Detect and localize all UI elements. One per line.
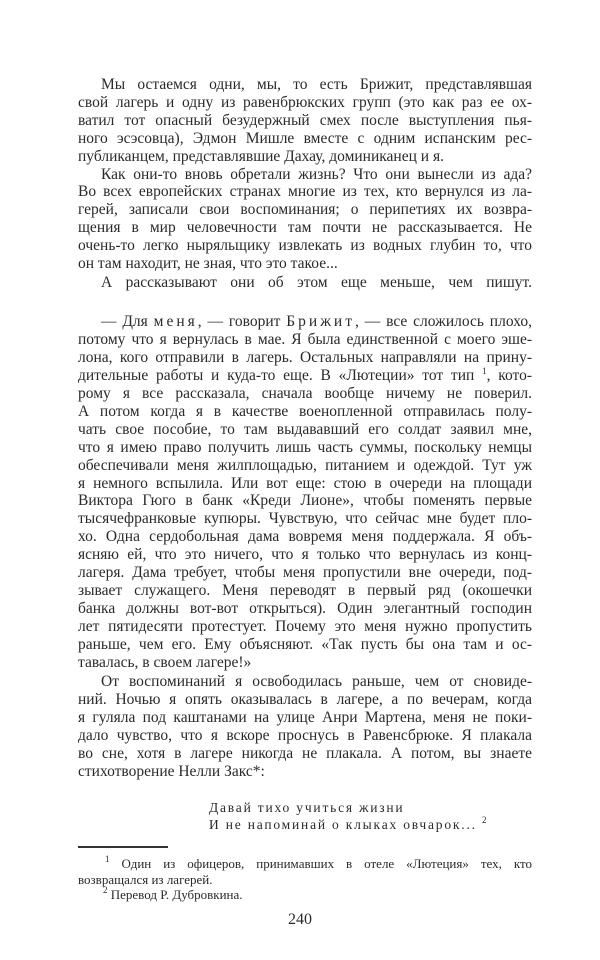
- text-line: хо. Одна сердобольная дама вовремя меня поддержала. Я объ-: [78, 528, 532, 546]
- page-number: 240: [288, 911, 312, 928]
- text-line: лагеря. Дама требует, чтобы меня пропустили вне очереди, под-: [78, 564, 532, 581]
- text-line: я гуляла под каштанами на улице Анри Мартена, меня не поки-: [78, 708, 532, 726]
- text-line: тавалась, в своем лагере!»: [78, 653, 252, 671]
- text-line: очень-то легко ныряльщику извлекать из водных глубин то, что: [78, 237, 532, 255]
- emphasis-text: Брижит: [286, 313, 355, 330]
- footnote-ref[interactable]: 1: [482, 366, 487, 376]
- text-line: публиканцем, представлявшие Дахау, доминиканец и я.: [78, 147, 444, 165]
- text-line: герей, записали свои воспоминания; о перипетиях их возвра-: [78, 201, 532, 219]
- poem-text: И не напоминай о клыках овчарок...: [209, 817, 477, 832]
- text-line: [78, 367, 532, 385]
- text-line: свой лагерь и одну из равенбрюкских групп (это как раз ее ох-: [78, 93, 532, 111]
- text-line: Виктора Гюго в банк «Креди Лионе», чтобы поменять первые: [78, 492, 532, 510]
- text-line: что я имею право получить лишь часть суммы, поскольку немцы: [78, 438, 532, 456]
- text-line: А потом когда я в качестве военопленной отправилась полу-: [78, 402, 532, 420]
- footnote-1: [105, 856, 532, 872]
- text-line: ватил тот опасный безудержный смех после выступления пья-: [78, 111, 532, 129]
- footnote-text: Один из офицеров, принимавших в отеле «Лютеция» тех, кто: [121, 856, 532, 871]
- footnote-mark: 1: [105, 854, 110, 864]
- text-line: я немного вспылила. Или вот еще: стою в очереди на площади: [78, 474, 532, 492]
- text-line: тысячефранковые купюры. Чувствую, что сейчас мне будет пло-: [78, 510, 532, 528]
- text-fragment: , — говорит: [197, 313, 287, 330]
- text-line: рому я все рассказала, сначала вообще ничему не поверил.: [78, 385, 532, 402]
- text-line: чать свое пособие, то там выдававший его солдат заявил мне,: [78, 420, 532, 438]
- text-line: обеспечивали меня жилплощадью, питанием и одеждой. Тут уж: [78, 456, 532, 474]
- text-line: банка должны вот-вот открыться). Один элегантный господин: [78, 599, 532, 617]
- text-fragment: , кото-: [486, 367, 532, 384]
- text-fragment: — Для: [101, 313, 154, 330]
- emphasis-text: меня: [153, 313, 198, 330]
- poem-line: Давай тихо учиться жизни: [209, 800, 405, 815]
- text-line: От воспоминаний я освободилась раньше, чем от сновиде-: [101, 673, 532, 690]
- text-line: потому что я вернулась в мае. Я была единственной с моего эше-: [78, 331, 532, 348]
- text-line: ясняю ей, что это ничего, что я только что вернулась из конц-: [78, 546, 532, 564]
- text-line: щения в мир человечности там почти не рассказывается. Не: [78, 219, 532, 237]
- text-line: лона, кого отправили в лагерь. Остальных направляли на прину-: [78, 348, 532, 366]
- text-line: ний. Ночью я опять оказывалась в лагере, а по вечерам, когда: [78, 690, 532, 708]
- text-line: во сне, хотя в лагере никогда не плакала. А потом, вы знаете: [78, 744, 532, 762]
- text-line: Во всех европейских странах многие из тех, кто вернулся из ла-: [78, 183, 532, 201]
- footnote-separator: [78, 846, 168, 848]
- text-line: ного эсэсовца), Эдмон Мишле вместе с одним испанским рес-: [78, 129, 532, 147]
- text-line: лет пятидесяти протестует. Почему это меня нужно пропустить: [78, 617, 532, 635]
- text-line: Как они-то вновь обретали жизнь? Что они вынесли из ада?: [101, 165, 532, 183]
- footnote-1-cont: возвращался из лагерей.: [78, 872, 213, 887]
- footnote-mark: 2: [103, 885, 108, 895]
- text-fragment: дительные работы и куда-то еще. В «Лютеции» тот тип: [78, 367, 483, 384]
- footnote-ref[interactable]: 2: [481, 815, 489, 825]
- poem-line: [209, 816, 488, 833]
- text-line: А рассказывают они об этом еще меньше, чем пишут.: [101, 274, 532, 291]
- footnote-text: Перевод Р. Дубровкина.: [110, 887, 243, 902]
- text-line: зывает служащего. Меня переводят в первый ряд (окошечки: [78, 581, 532, 599]
- text-line: Мы остаемся одни, мы, то есть Брижит, представлявшая: [101, 76, 532, 93]
- text-line: он там находит, не зная, что это такое...: [78, 255, 338, 272]
- text-line: [101, 313, 532, 331]
- footnote-2: [103, 887, 530, 903]
- text-line: дало чувство, что я вскоре проснусь в Равенсбрюке. Я плакала: [78, 726, 532, 744]
- text-line: стихотворение Нелли Закс*:: [78, 762, 265, 780]
- text-line: раньше, чем его. Ему объясняют. «Так пусть бы она там и ос-: [78, 635, 532, 653]
- text-fragment: , — все сложилось плохо,: [355, 313, 532, 330]
